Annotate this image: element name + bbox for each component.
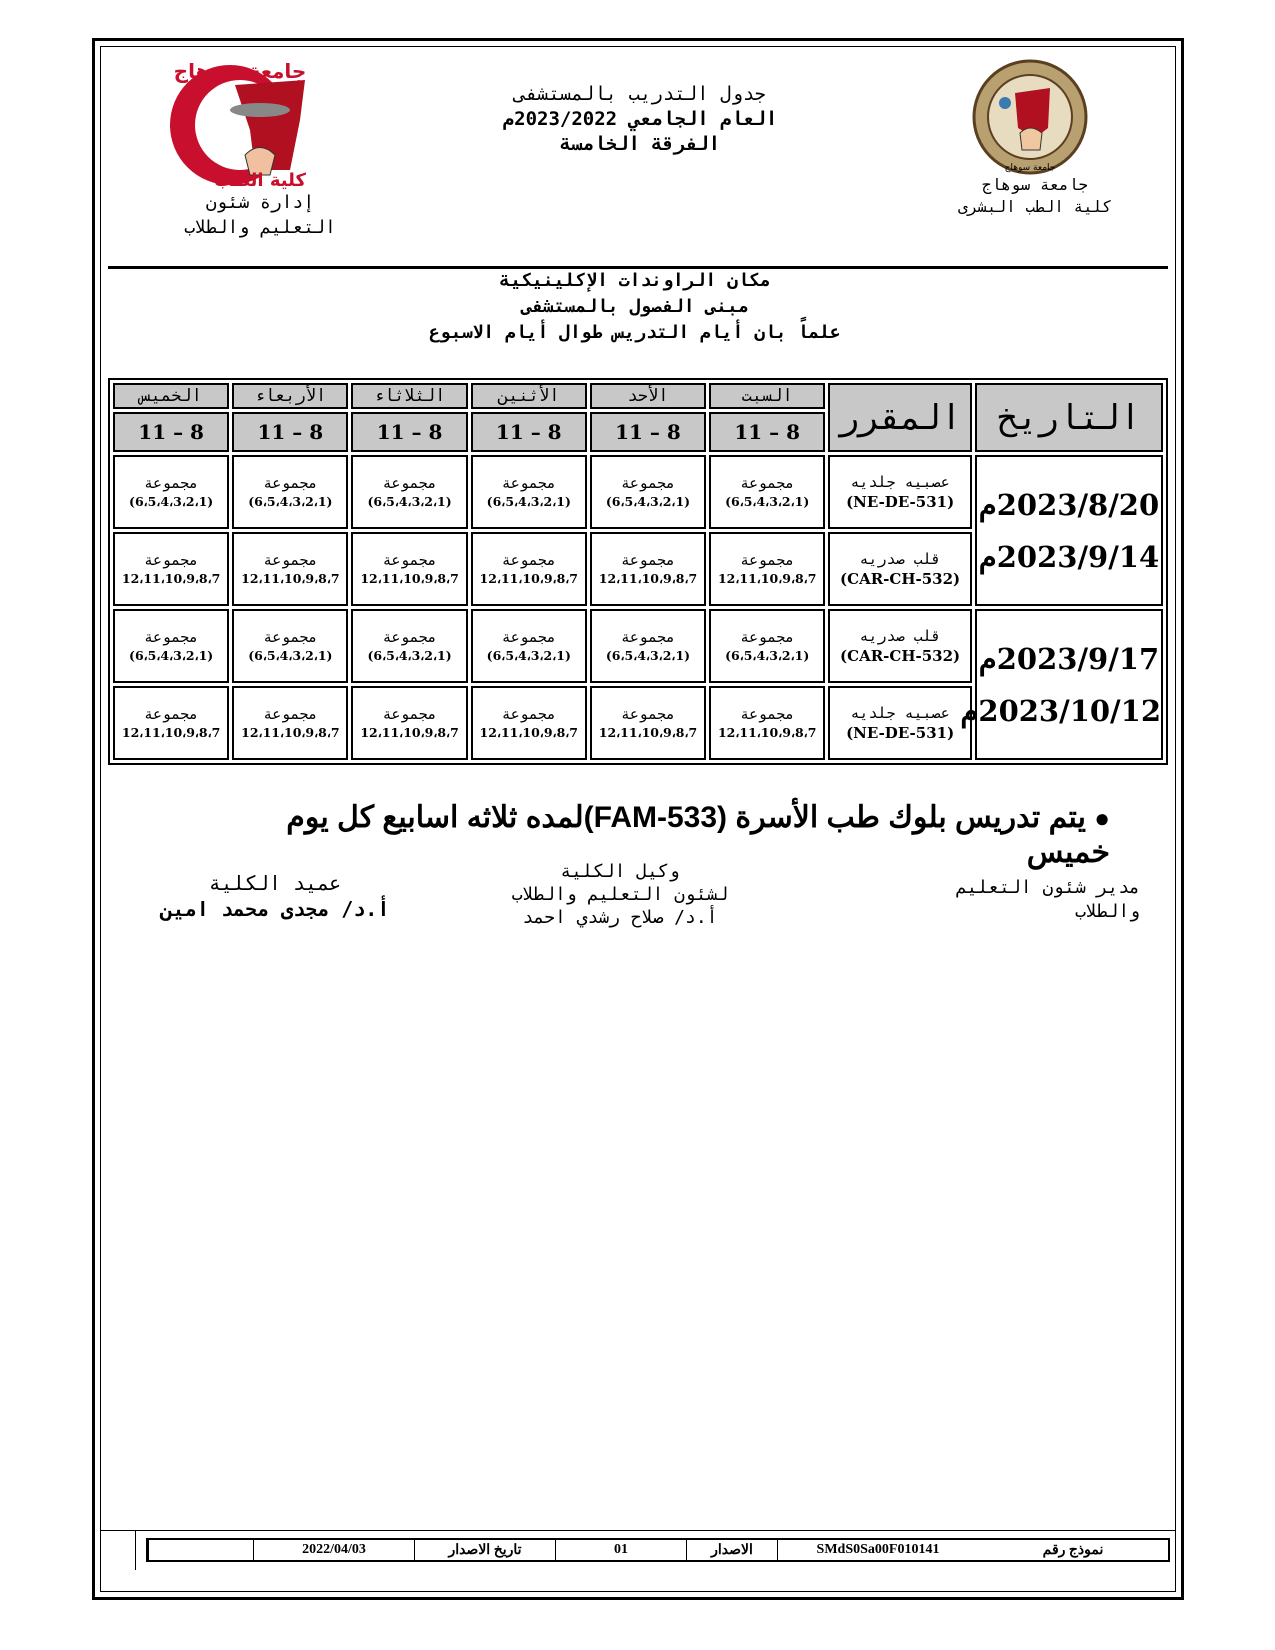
- footer-empty-cell: [148, 1540, 253, 1560]
- dean-title: عميد الكلية: [208, 871, 342, 895]
- group-cell: [351, 455, 467, 529]
- course-cell: [828, 609, 972, 683]
- location-info: [330, 268, 940, 346]
- logo-top-text: جامعة سوهاج: [173, 59, 307, 83]
- time-slot: 11 – 8: [590, 412, 706, 452]
- group-cell: [709, 532, 825, 606]
- vice-dean-signature: [470, 860, 770, 929]
- date-range: [975, 455, 1163, 606]
- time-slot: 11 – 8: [471, 412, 587, 452]
- group-numbers: 12،11،10،9،8،7: [479, 725, 578, 740]
- dept-label: [150, 190, 370, 240]
- group-cell: [351, 686, 467, 760]
- dept-line2: التعليم والطلاب: [184, 217, 336, 238]
- title-line3: الفرقة الخامسة: [559, 133, 721, 155]
- date-range: [960, 609, 1163, 760]
- dean-signature: [115, 870, 435, 922]
- group-label: مجموعة: [740, 628, 795, 646]
- schedule-table: [108, 378, 1168, 765]
- group-label: مجموعة: [263, 474, 318, 492]
- group-cell: [709, 686, 825, 760]
- group-label: مجموعة: [263, 705, 318, 723]
- course-code: (NE-DE-531): [846, 724, 955, 742]
- note-text: يتم تدريس بلوك طب الأسرة (FAM-533)لمده ثلاثه اسابيع كل يوم خميس: [286, 801, 1110, 869]
- date-from: 2023/8/20م: [978, 487, 1160, 522]
- dept-line1: إدارة شئون: [205, 192, 315, 213]
- dean-name: أ.د/ مجدى محمد امين: [160, 897, 390, 921]
- group-label: مجموعة: [382, 551, 437, 569]
- title-line2: العام الجامعي 2023/2022م: [502, 108, 778, 130]
- issue-number: 01: [555, 1540, 686, 1560]
- course-code: (CAR-CH-532): [840, 570, 961, 588]
- time-slot: 11 – 8: [709, 412, 825, 452]
- place-line2: مبنى الفصول بالمستشفى: [521, 296, 749, 317]
- group-numbers: (6،5،4،3،2،1): [129, 648, 214, 663]
- group-label: مجموعة: [263, 628, 318, 646]
- group-cell: [590, 455, 706, 529]
- group-cell: [113, 532, 229, 606]
- group-numbers: 12،11،10،9،8،7: [121, 571, 221, 586]
- group-label: مجموعة: [144, 474, 199, 492]
- group-numbers: 12،11،10،9،8،7: [121, 725, 221, 740]
- date-from: 2023/9/17م: [978, 641, 1160, 676]
- group-cell: [113, 609, 229, 683]
- group-numbers: (6،5،4،3،2،1): [725, 494, 810, 509]
- group-numbers: (6،5،4،3،2،1): [486, 648, 571, 663]
- footer-divider: [100, 1530, 1176, 1531]
- course-code: (NE-DE-531): [846, 493, 955, 511]
- group-cell: [471, 455, 587, 529]
- group-label: مجموعة: [620, 628, 676, 646]
- university-seal: [970, 58, 1090, 176]
- day-header: الأثنين: [471, 383, 587, 409]
- group-cell: [351, 609, 467, 683]
- group-numbers: 12،11،10،9،8،7: [241, 571, 340, 586]
- group-cell: [232, 532, 348, 606]
- group-numbers: 12،11،10،9،8،7: [479, 571, 578, 586]
- group-cell: [590, 609, 706, 683]
- form-number: SMdS0Sa00F010141: [777, 1540, 978, 1560]
- group-cell: [232, 455, 348, 529]
- group-numbers: 12،11،10،9،8،7: [360, 571, 459, 586]
- form-footer: [146, 1538, 1170, 1562]
- table-row: [113, 609, 1163, 683]
- group-label: مجموعة: [740, 551, 795, 569]
- group-numbers: (6،5،4،3،2،1): [605, 494, 691, 509]
- group-numbers: (6،5،4،3،2،1): [367, 648, 452, 663]
- time-slot: 11 – 8: [232, 412, 348, 452]
- group-cell: [232, 609, 348, 683]
- group-label: مجموعة: [740, 705, 795, 723]
- faculty-logo: [140, 60, 340, 190]
- course-cell: [828, 455, 972, 529]
- group-numbers: (6،5،4،3،2،1): [725, 648, 810, 663]
- form-label: نموذج رقم: [1042, 1542, 1104, 1558]
- title-line1: جدول التدريب بالمستشفى: [514, 83, 766, 105]
- group-cell: [590, 686, 706, 760]
- course-name: عصبيه جلديه: [850, 704, 950, 722]
- group-numbers: 12،11،10،9،8،7: [598, 725, 698, 740]
- group-cell: [709, 609, 825, 683]
- university-name: جامعة سوهاج: [982, 175, 1088, 194]
- logo-bottom-text: كلية الطب: [214, 170, 306, 191]
- course-cell: [828, 686, 972, 760]
- faculty-name: كلية الطب البشرى: [957, 197, 1113, 216]
- day-header: الأربعاء: [232, 383, 348, 409]
- group-label: مجموعة: [501, 551, 556, 569]
- group-label: مجموعة: [263, 551, 318, 569]
- group-label: مجموعة: [620, 551, 676, 569]
- time-slot: 11 – 8: [113, 412, 229, 452]
- course-name: قلب صدريه: [859, 550, 941, 568]
- document-title: [420, 82, 860, 157]
- day-header: السبت: [709, 383, 825, 409]
- group-cell: [351, 532, 467, 606]
- group-label: مجموعة: [501, 705, 556, 723]
- director-signature: [900, 876, 1140, 924]
- time-slot: 11 – 8: [351, 412, 467, 452]
- group-label: مجموعة: [382, 705, 437, 723]
- director-title1: مدير شئون التعليم: [955, 877, 1140, 898]
- issue-label: الاصدار: [686, 1540, 777, 1560]
- vice-title1: وكيل الكلية: [560, 861, 680, 882]
- course-name: عصبيه جلديه: [850, 473, 950, 491]
- footer-margin-line: [135, 1530, 136, 1570]
- group-numbers: 12،11،10،9،8،7: [360, 725, 459, 740]
- group-label: مجموعة: [144, 705, 199, 723]
- group-numbers: 12،11،10،9،8،7: [598, 571, 698, 586]
- group-cell: [709, 455, 825, 529]
- group-numbers: 12،11،10،9،8،7: [717, 725, 817, 740]
- date-to: 2023/9/14م: [978, 539, 1160, 574]
- vice-name: أ.د/ صلاح رشدي احمد: [522, 907, 718, 928]
- bullet-icon: ●: [1094, 803, 1110, 833]
- group-label: مجموعة: [382, 474, 437, 492]
- course-name: قلب صدريه: [859, 627, 941, 645]
- group-label: مجموعة: [382, 628, 437, 646]
- date-header: التاريخ: [975, 383, 1163, 452]
- director-title2: والطلاب: [1074, 901, 1140, 922]
- seal-text: جامعة سوهاج: [1004, 163, 1056, 173]
- group-cell: [471, 686, 587, 760]
- group-numbers: (6،5،4،3،2،1): [248, 648, 333, 663]
- place-line3: علماً بان أيام التدريس طوال أيام الاسبوع: [429, 322, 841, 343]
- course-header: المقرر: [828, 383, 972, 452]
- group-numbers: (6،5،4،3،2،1): [367, 494, 452, 509]
- day-header: الثلاثاء: [351, 383, 467, 409]
- group-cell: [471, 609, 587, 683]
- course-code: (CAR-CH-532): [840, 647, 961, 665]
- group-label: مجموعة: [501, 474, 556, 492]
- day-header: الأحد: [590, 383, 706, 409]
- group-numbers: 12،11،10،9،8،7: [717, 571, 817, 586]
- group-label: مجموعة: [740, 474, 795, 492]
- vice-title2: لشئون التعليم والطلاب: [511, 884, 729, 905]
- course-cell: [828, 532, 972, 606]
- group-numbers: (6،5،4،3،2،1): [248, 494, 333, 509]
- group-label: مجموعة: [620, 474, 676, 492]
- group-numbers: (6،5،4،3،2،1): [129, 494, 214, 509]
- group-label: مجموعة: [620, 705, 676, 723]
- group-cell: [113, 455, 229, 529]
- group-label: مجموعة: [501, 628, 556, 646]
- group-cell: [113, 686, 229, 760]
- group-numbers: (6،5،4،3،2،1): [486, 494, 571, 509]
- place-line1: مكان الراوندات الإكلينيكية: [499, 270, 771, 291]
- date-label: تاريخ الاصدار: [414, 1540, 555, 1560]
- group-cell: [471, 532, 587, 606]
- issue-date: 2022/04/03: [253, 1540, 414, 1560]
- table-row: [113, 455, 1163, 529]
- group-cell: [232, 686, 348, 760]
- group-numbers: (6،5،4،3،2،1): [605, 648, 691, 663]
- group-numbers: 12،11،10،9،8،7: [241, 725, 340, 740]
- group-label: مجموعة: [144, 628, 199, 646]
- group-cell: [590, 532, 706, 606]
- date-to: 2023/10/12م: [960, 693, 1161, 728]
- university-label: [930, 174, 1140, 218]
- day-header: الخميس: [113, 383, 229, 409]
- group-label: مجموعة: [144, 551, 199, 569]
